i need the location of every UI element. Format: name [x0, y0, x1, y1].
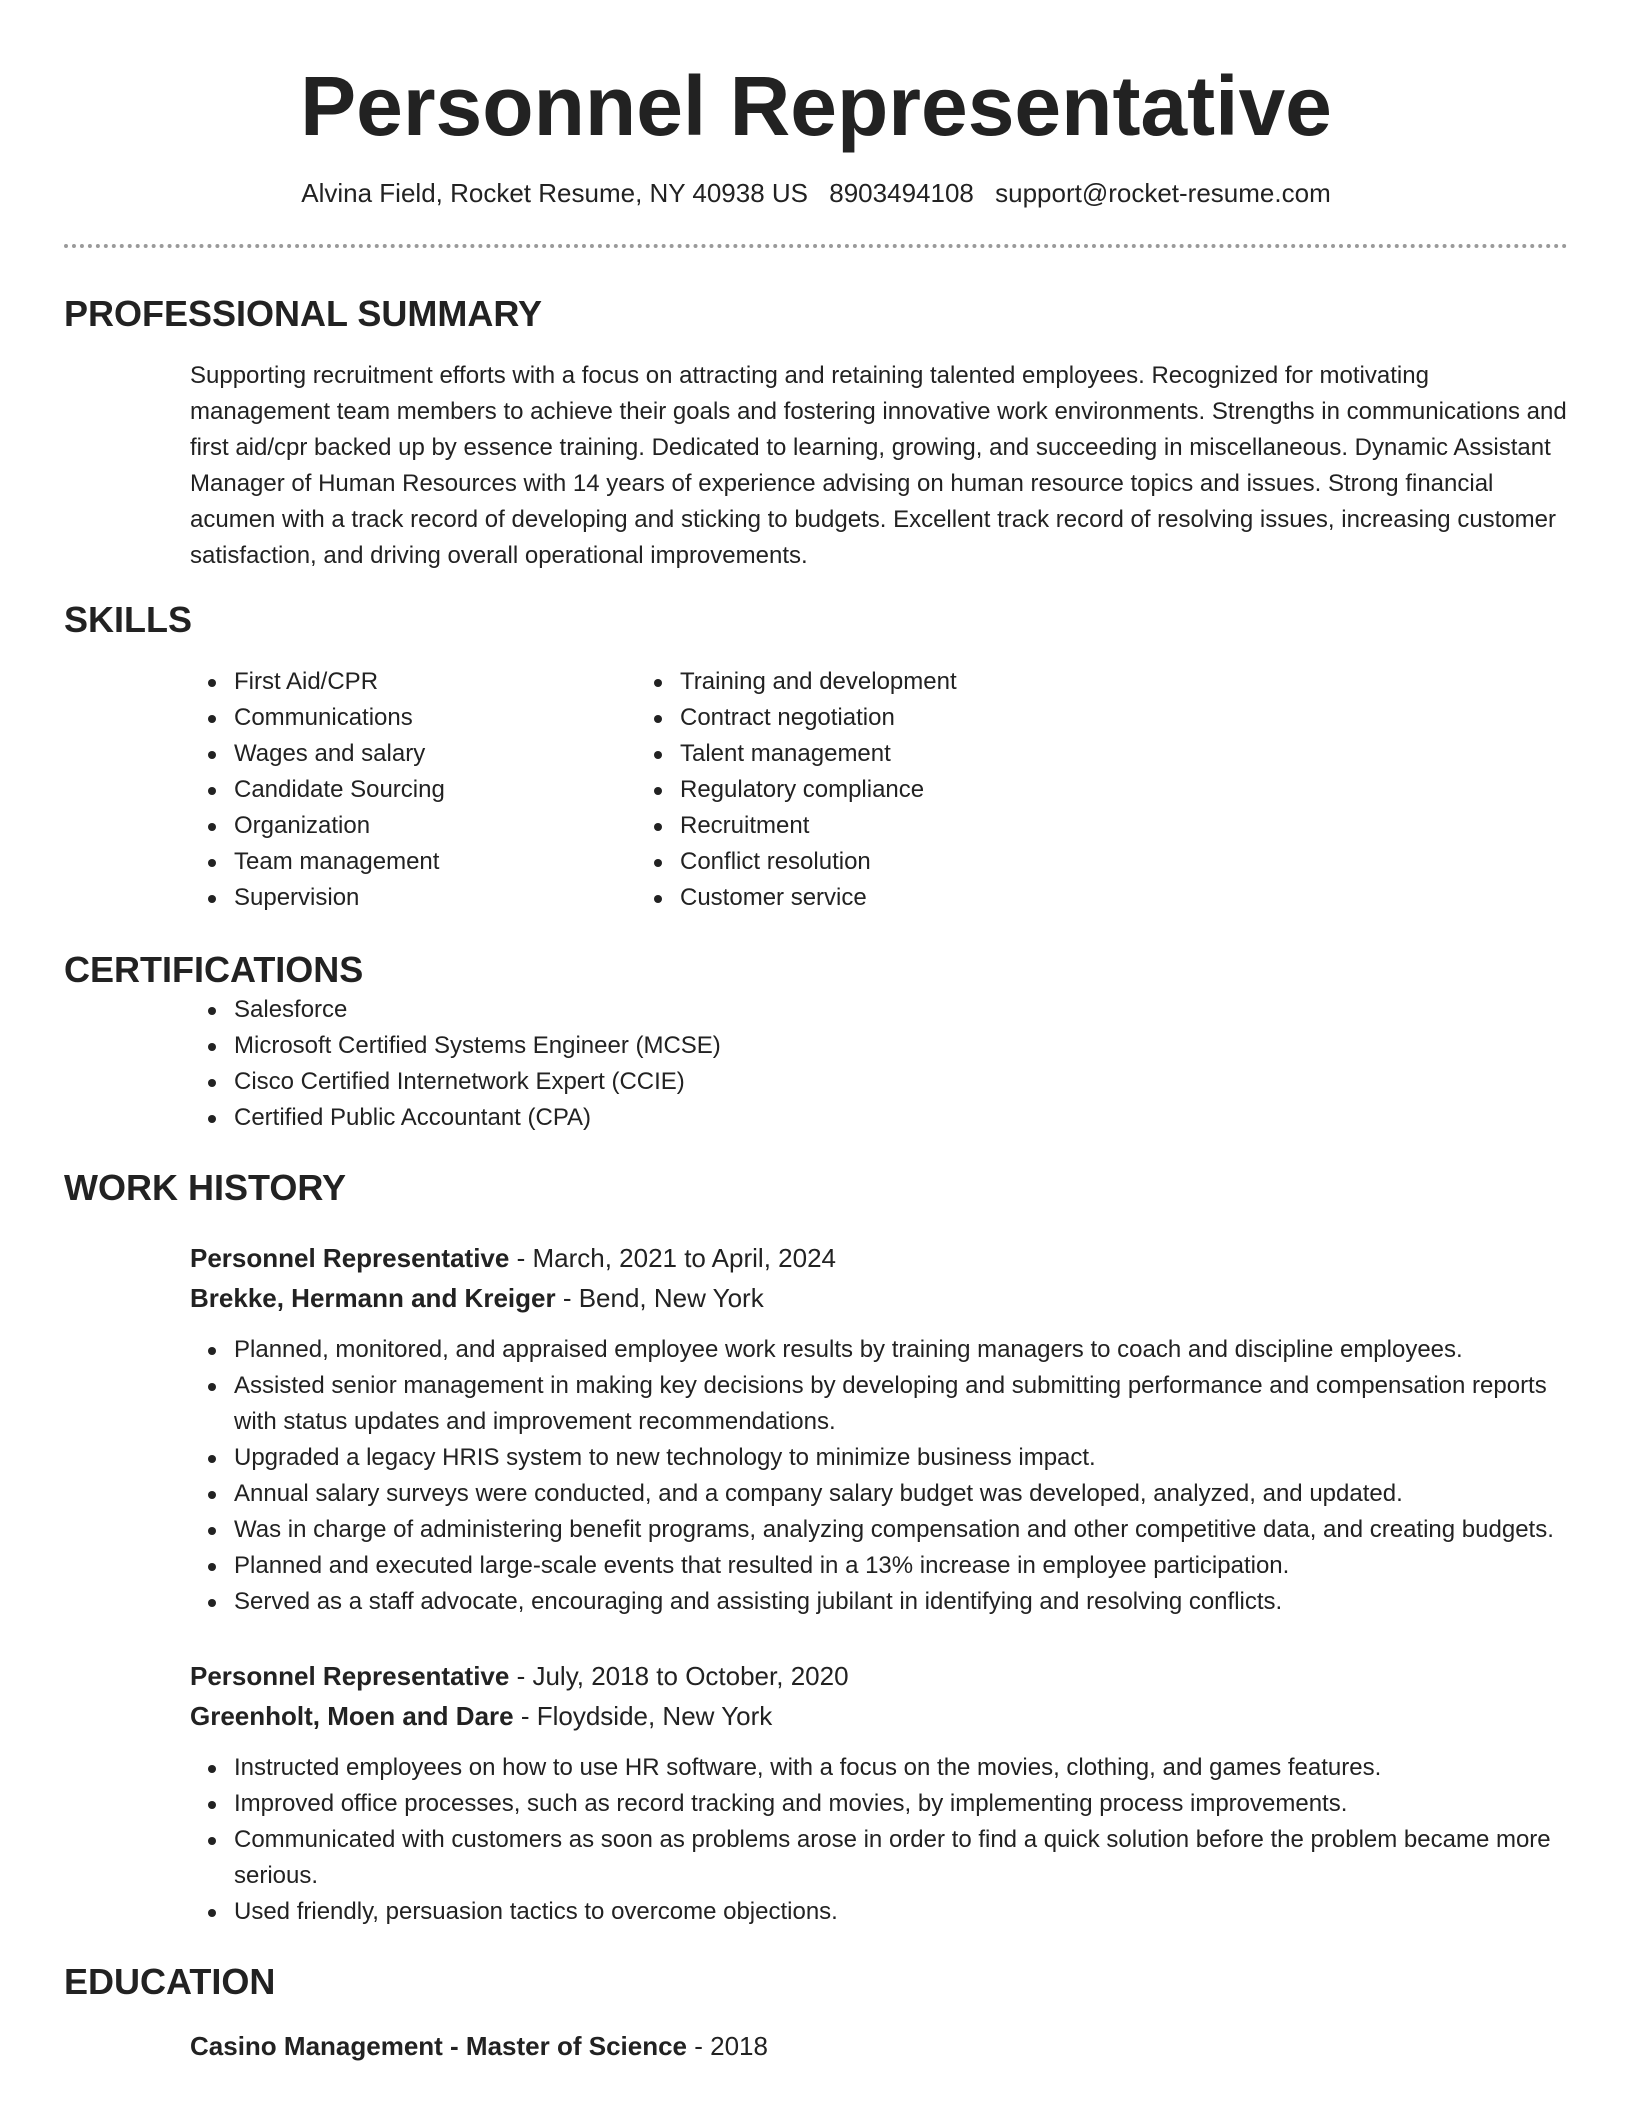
- job-bullets: [190, 1332, 1568, 1620]
- job-company: Brekke, Hermann and Kreiger: [190, 1283, 556, 1313]
- job-bullet: Planned, monitored, and appraised employee work results by training managers to coach and discipline employees.: [190, 1332, 1568, 1368]
- job-bullet-list: [190, 1332, 1568, 1620]
- job-company-line: [190, 1278, 1568, 1318]
- job-bullet-list: [190, 1750, 1568, 1930]
- job-dates: - March, 2021 to April, 2024: [509, 1243, 836, 1273]
- skill-item: Talent management: [680, 736, 1500, 772]
- job-bullet: Assisted senior management in making key decisions by developing and submitting performance and compensation reports with status updates and improvement recommendations.: [190, 1368, 1568, 1440]
- skill-item: Candidate Sourcing: [64, 772, 654, 808]
- job-title: Personnel Representative: [190, 1661, 510, 1691]
- education-degree: Casino Management - Master of Science: [190, 2031, 688, 2061]
- skill-item: Conflict resolution: [680, 844, 1500, 880]
- section-title-education: EDUCATION: [64, 1961, 276, 2002]
- skills-grid: [64, 664, 1568, 916]
- skill-item: First Aid/CPR: [64, 664, 654, 700]
- job-location: - Bend, New York: [555, 1283, 764, 1313]
- job-entry: [190, 1238, 1568, 1620]
- skill-item: Communications: [64, 700, 654, 736]
- skill-item: Training and development: [680, 664, 1500, 700]
- job-dates: - July, 2018 to October, 2020: [509, 1661, 849, 1691]
- section-title-certifications: CERTIFICATIONS: [64, 949, 364, 990]
- contact-phone: 8903494108: [829, 178, 974, 208]
- job-bullet: Communicated with customers as soon as problems arose in order to find a quick solution before the problem became more serious.: [190, 1822, 1568, 1894]
- section-title-skills: SKILLS: [64, 599, 193, 640]
- job-bullet: Instructed employees on how to use HR software, with a focus on the movies, clothing, and games features.: [190, 1750, 1568, 1786]
- skill-item: Recruitment: [680, 808, 1500, 844]
- resume-name: Personnel Representative: [300, 59, 1332, 153]
- contact-line: [64, 176, 1568, 210]
- certification-item: Cisco Certified Internetwork Expert (CCIE): [64, 1064, 1568, 1100]
- contact-email: support@rocket-resume.com: [995, 178, 1331, 208]
- education-year: - 2018: [687, 2031, 768, 2061]
- section-title-work-history: WORK HISTORY: [64, 1167, 347, 1208]
- skills-list-left: [64, 664, 654, 916]
- job-entry: [190, 1656, 1568, 1930]
- skill-item: Contract negotiation: [680, 700, 1500, 736]
- job-company: Greenholt, Moen and Dare: [190, 1701, 514, 1731]
- certification-item: Microsoft Certified Systems Engineer (MCSE): [64, 1028, 1568, 1064]
- header-divider: [64, 244, 1568, 248]
- skill-item: Supervision: [64, 880, 654, 916]
- job-bullet: Served as a staff advocate, encouraging and assisting jubilant in identifying and resolving conflicts.: [190, 1584, 1568, 1620]
- skill-item: Customer service: [680, 880, 1500, 916]
- job-bullet: Upgraded a legacy HRIS system to new technology to minimize business impact.: [190, 1440, 1568, 1476]
- contact-address: Alvina Field, Rocket Resume, NY 40938 US: [301, 178, 809, 208]
- skills-list-right: [654, 664, 1500, 916]
- job-bullet: Annual salary surveys were conducted, and a company salary budget was developed, analyzed, and updated.: [190, 1476, 1568, 1512]
- job-bullet: Used friendly, persuasion tactics to overcome objections.: [190, 1894, 1568, 1930]
- job-bullet: Improved office processes, such as record tracking and movies, by implementing process improvements.: [190, 1786, 1568, 1822]
- job-title: Personnel Representative: [190, 1243, 510, 1273]
- skill-item: Organization: [64, 808, 654, 844]
- job-bullet: Planned and executed large-scale events that resulted in a 13% increase in employee participation.: [190, 1548, 1568, 1584]
- resume-page: [64, 0, 1568, 2066]
- section-title-summary: PROFESSIONAL SUMMARY: [64, 293, 543, 334]
- certifications-list: [64, 992, 1568, 1136]
- job-location: - Floydside, New York: [513, 1701, 773, 1731]
- skill-item: Team management: [64, 844, 654, 880]
- job-bullet: Was in charge of administering benefit programs, analyzing compensation and other competitive data, and creating budgets.: [190, 1512, 1568, 1548]
- job-company-line: [190, 1696, 1568, 1736]
- skill-item: Regulatory compliance: [680, 772, 1500, 808]
- job-title-line: [190, 1656, 1568, 1696]
- summary-text: Supporting recruitment efforts with a focus on attracting and retaining talented employees. Recognized for motivating management team members to achieve their goals and fostering innovative work environments. Strengths in communications and first aid/cpr backed up by essence training. Dedicated to learning, growing, and succeeding in miscellaneous. Dynamic Assistant Manager of Human Resources with 14 years of experience advising on human resource topics and issues. Strong financial acumen with a track record of developing and sticking to budgets. Excellent track record of resolving issues, increasing customer satisfaction, and driving overall operational improvements.: [190, 362, 1567, 569]
- certification-item: Salesforce: [64, 992, 1568, 1028]
- job-bullets: [190, 1750, 1568, 1930]
- job-title-line: [190, 1238, 1568, 1278]
- skill-item: Wages and salary: [64, 736, 654, 772]
- certification-item: Certified Public Accountant (CPA): [64, 1100, 1568, 1136]
- education-entry: [190, 2026, 1568, 2066]
